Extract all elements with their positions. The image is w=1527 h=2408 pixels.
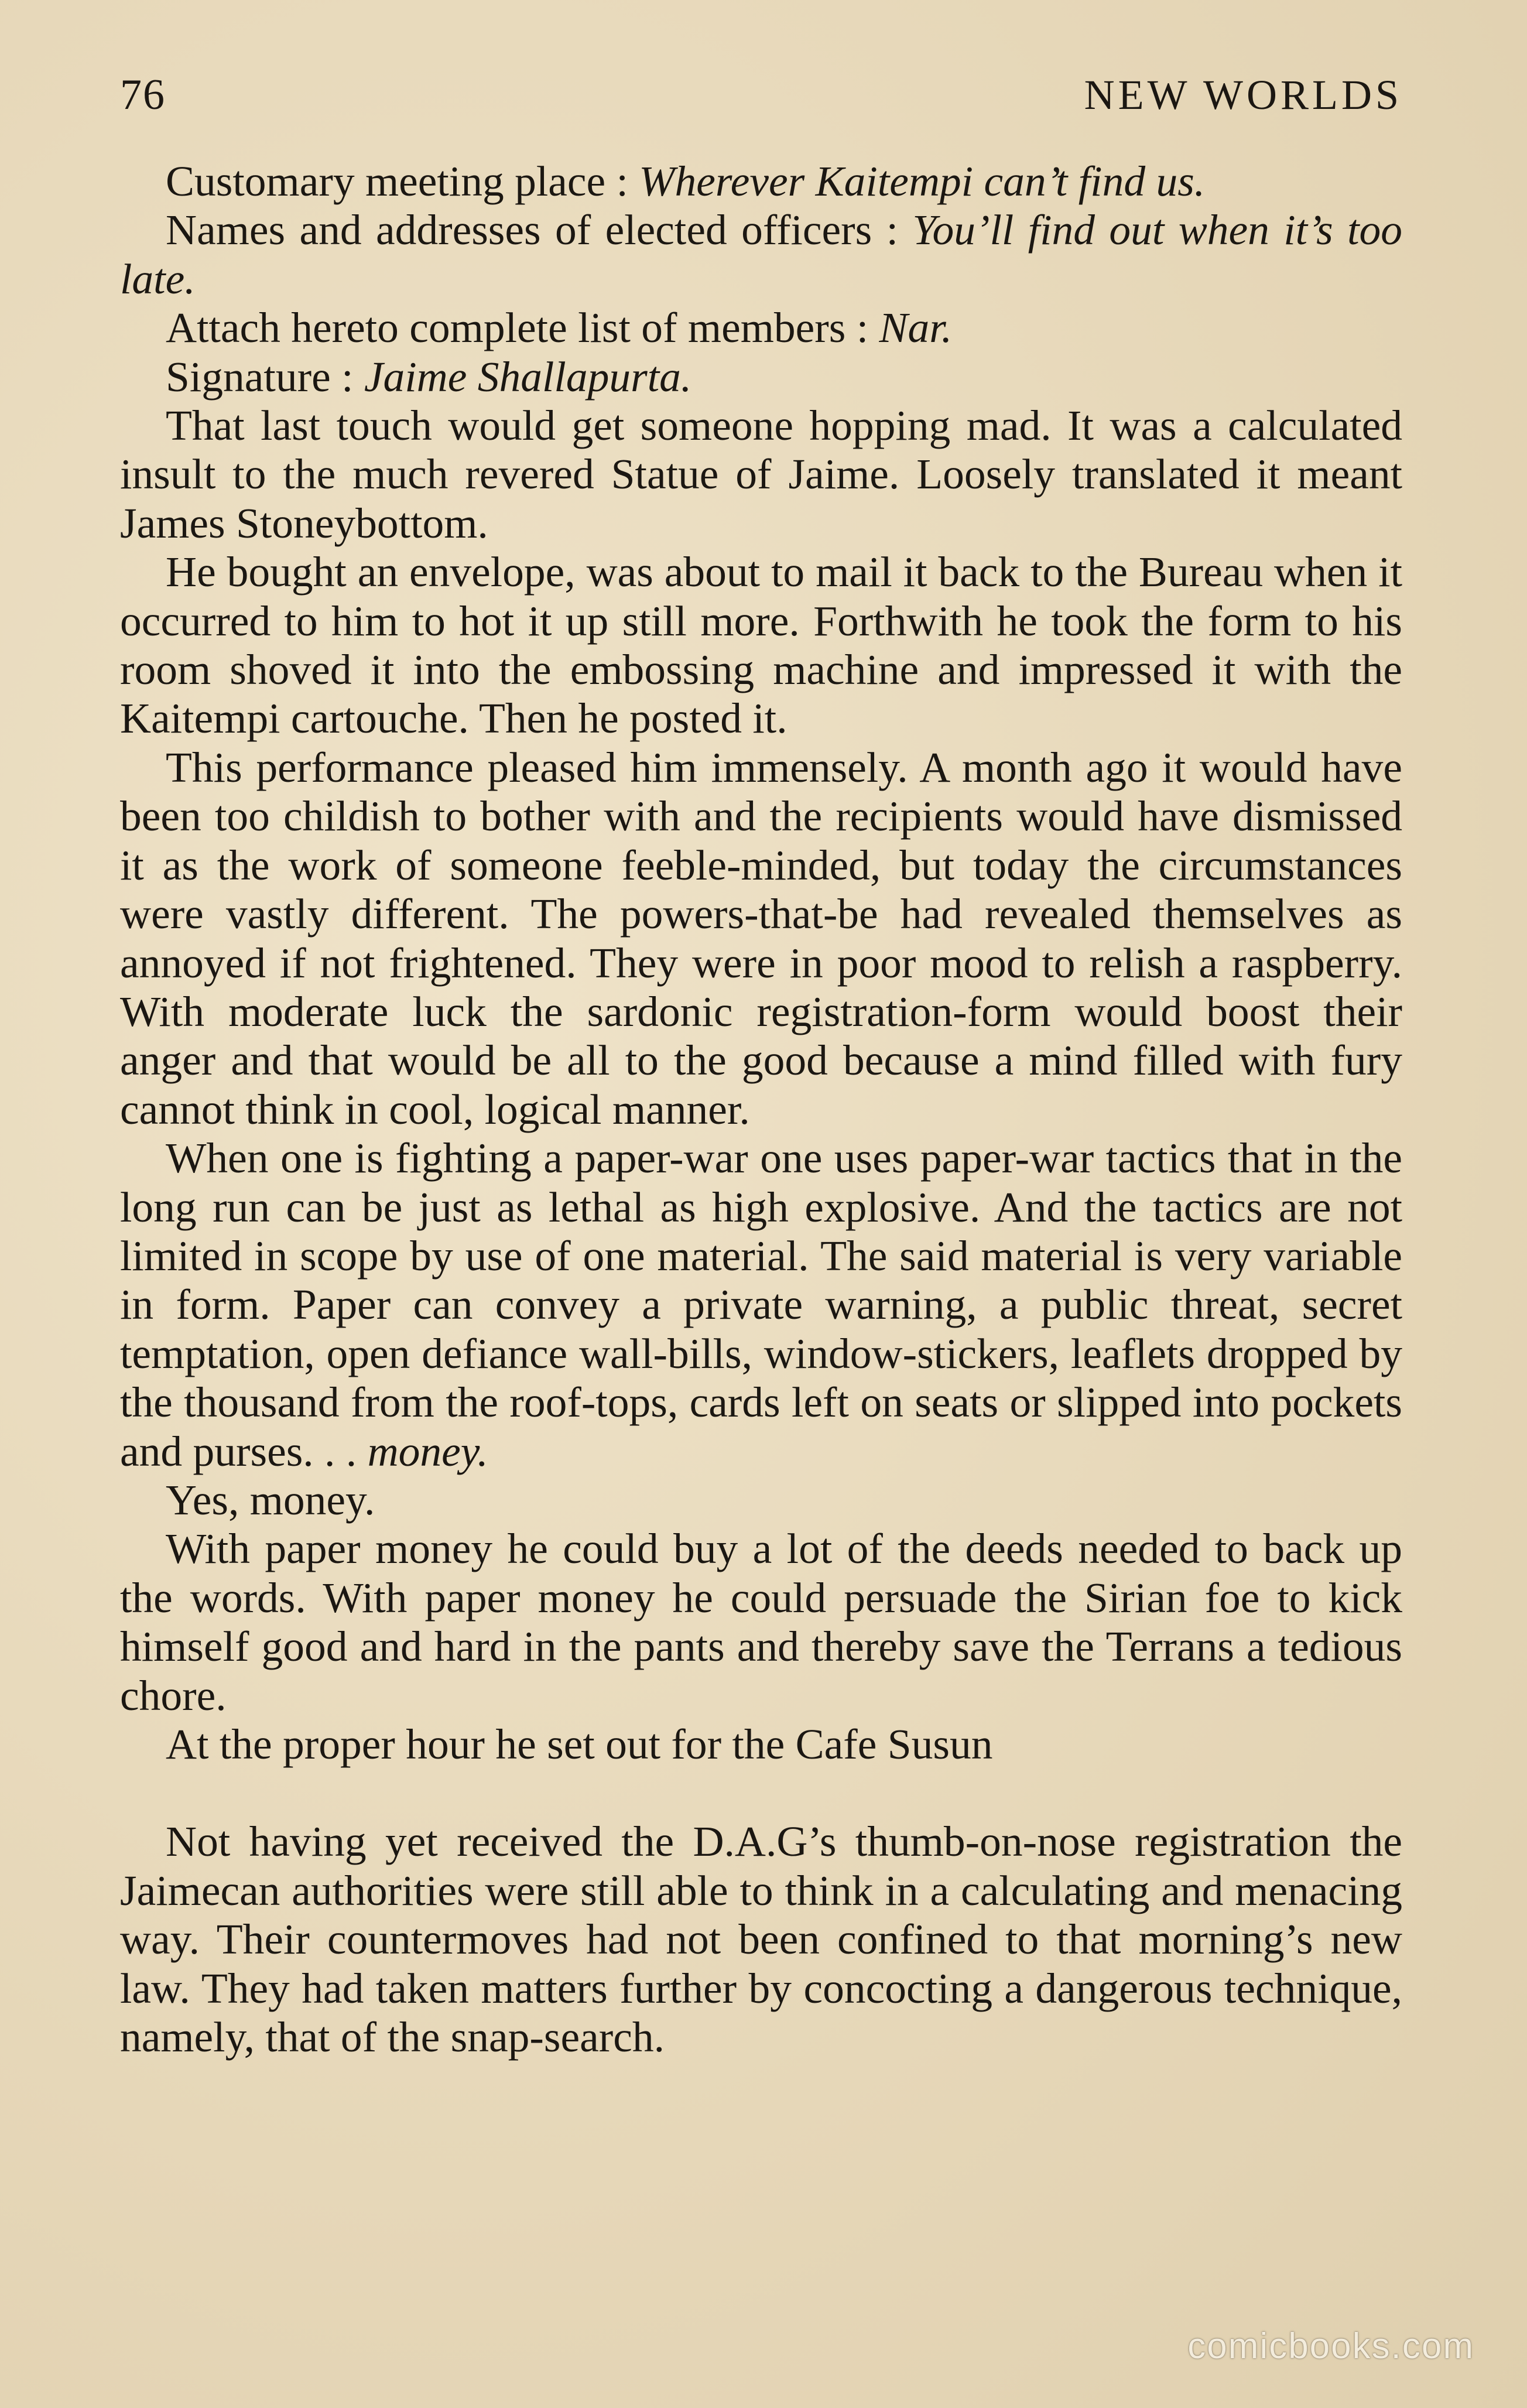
paragraph-6: With paper money he could buy a lot of the deeds needed to back up the words. With paper money he could persuade the Sirian foe to kick himself good and hard in the pants and thereby save the Terrans a tedious chore. xyxy=(120,1525,1402,1719)
form-meeting-line xyxy=(120,157,1402,206)
signature-answer: Jaime Shallapurta. xyxy=(364,353,692,401)
watermark: comicbooks.com xyxy=(1187,2326,1474,2366)
form-signature-line xyxy=(120,353,1402,401)
officers-answer: You’ll find out when it’s too late. xyxy=(120,206,1402,303)
form-officers-line xyxy=(120,206,1402,303)
paragraph-4 xyxy=(120,1134,1402,1476)
page-header xyxy=(120,70,1402,141)
paragraph-3: This performance pleased him immensely. A month ago it would have been too childish to bother with and the recipients would have dismissed it as the work of someone feeble-minded, but today the circumstances were vastly different. The powers-that-be had revealed themselves as annoyed if not frightened. They were in poor mood to relish a raspberry. With moderate luck the sardonic registration-form would boost their anger and that would be all to the good because a mind filled with fury cannot think in cool, logical manner. xyxy=(120,743,1402,1133)
meeting-label: Customary meeting place : xyxy=(166,158,639,205)
signature-label: Signature : xyxy=(166,353,364,401)
form-members-line xyxy=(120,303,1402,352)
members-label: Attach hereto complete list of members : xyxy=(166,304,879,352)
paragraph-1: That last touch would get someone hopping mad. It was a calculated insult to the much revered Statue of Jaime. Loosely translated it meant James Stoneybottom. xyxy=(120,402,1402,547)
meeting-answer: Wherever Kaitempi can’t find us. xyxy=(639,158,1206,205)
officers-label: Names and addresses of elected officers : xyxy=(166,206,913,254)
running-title: NEW WORLDS xyxy=(1084,71,1402,118)
paragraph-5: Yes, money. xyxy=(166,1476,375,1524)
paragraph-4-money: money. xyxy=(367,1427,488,1475)
members-answer: Nar. xyxy=(879,304,953,352)
page-body xyxy=(120,157,1402,2061)
page-number: 76 xyxy=(120,71,166,119)
paragraph-4-text: When one is fighting a paper-war one uses paper-war tactics that in the long run can be just as lethal as high explosive. And the tactics are not limited in scope by use of one material. The said material is very variable in form. Paper can convey a private warning, a public threat, secret temptation, open defiance wall-bills, window-stickers, leaflets dropped by the thousand from the roof-tops, cards left on seats or slipped into pockets and purses. . . xyxy=(120,1134,1402,1475)
paragraph-8: Not having yet received the D.A.G’s thumb-on-nose registration the Jaimecan authorities were still able to think in a calculating and menacing way. Their countermoves had not been confined to that morning’s new law. They had taken matters further by concocting a dangerous technique, namely, that of the snap-search. xyxy=(120,1818,1402,2061)
book-page xyxy=(120,70,1402,2061)
paragraph-7: At the proper hour he set out for the Cafe Susun xyxy=(166,1721,993,1768)
paragraph-2: He bought an envelope, was about to mail it back to the Bureau when it occurred to him to hot it up still more. Forthwith he took the form to his room shoved it into the embossing machine and impressed it with the Kaitempi cartouche. Then he posted it. xyxy=(120,548,1402,743)
section-break xyxy=(120,1769,1402,1817)
